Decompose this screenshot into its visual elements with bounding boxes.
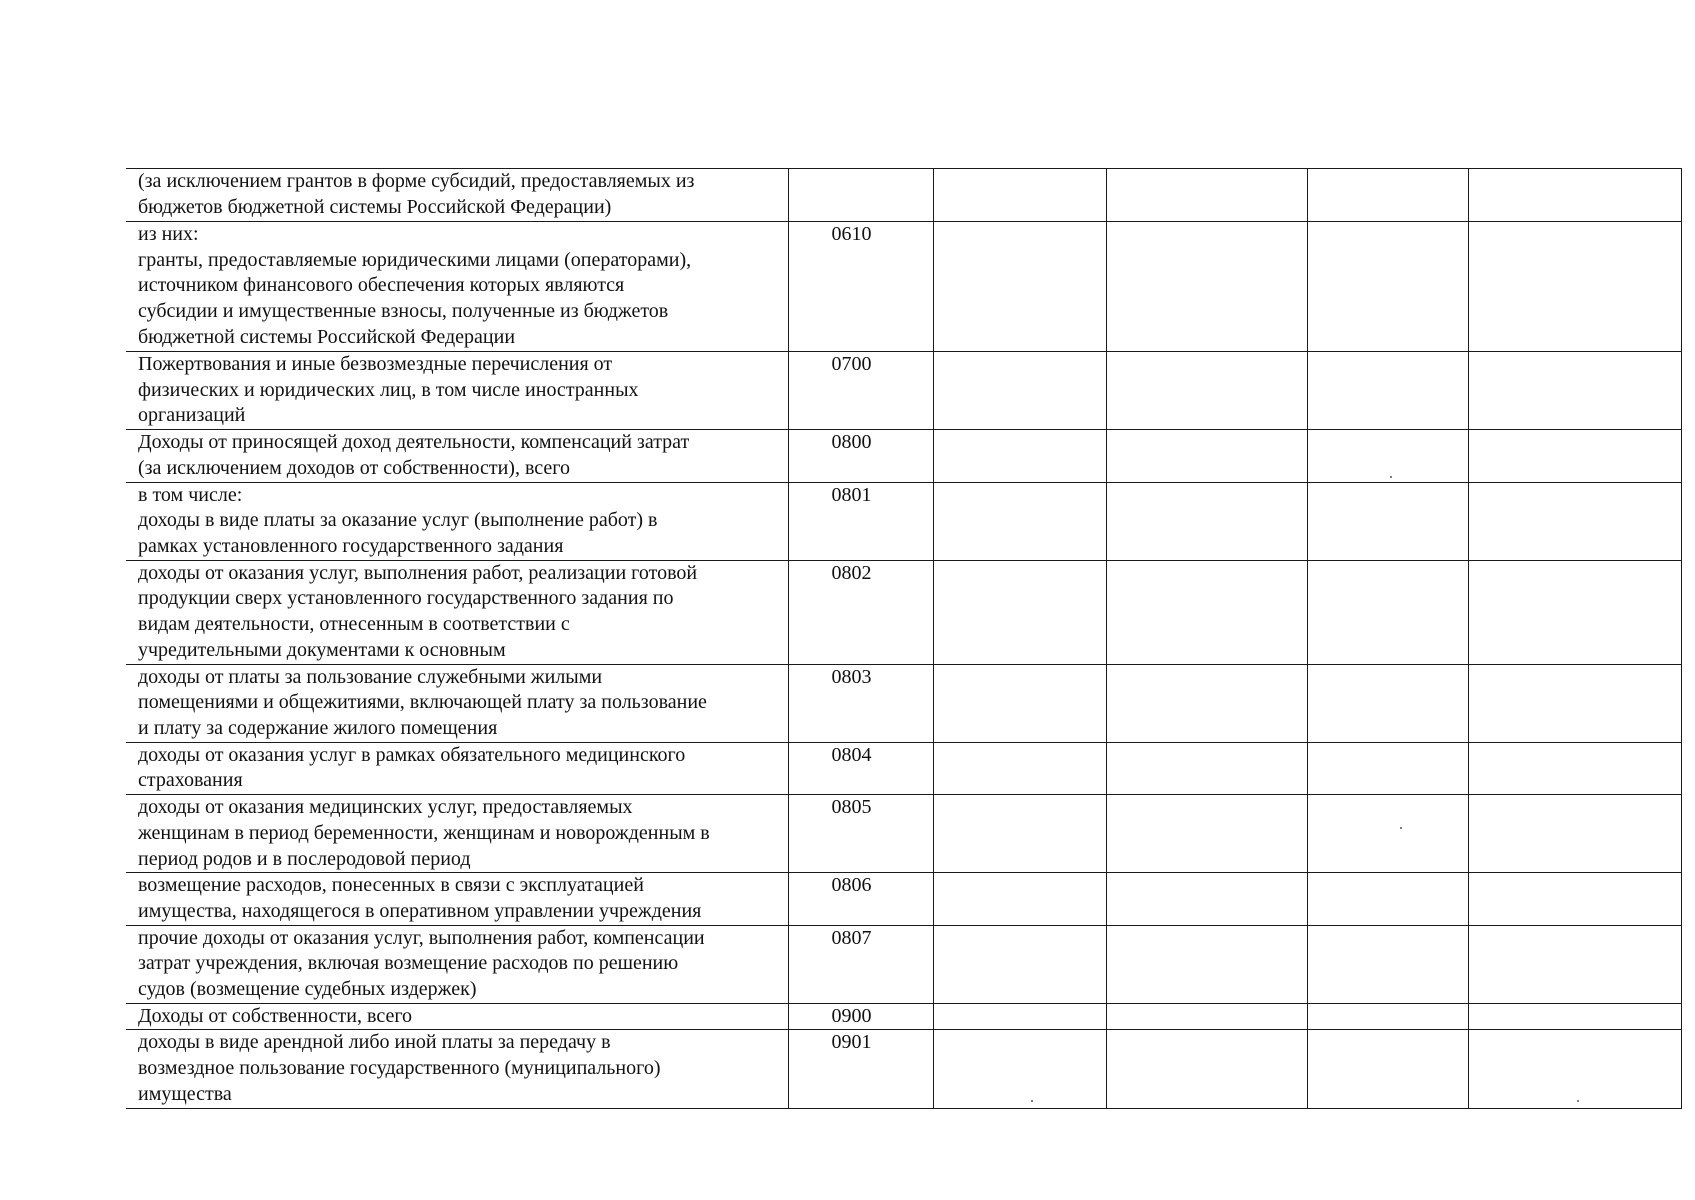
value-cell [1307, 795, 1468, 873]
row-description: (за исключением грантов в форме субсидий, предоставляемых из бюджетов бюджетной системы Российской Федерации) [126, 169, 788, 222]
value-cell [1468, 873, 1681, 925]
value-cell [933, 1030, 1106, 1108]
row-description: в том числе: доходы в виде платы за оказание услуг (выполнение работ) в рамках установленного государственного задания [126, 482, 788, 560]
value-cell [1307, 352, 1468, 430]
value-cell [933, 169, 1106, 222]
row-description: из них: гранты, предоставляемые юридическими лицами (операторами), источником финансового обеспечения которых являются субсидии и имущественные взносы, полученные из бюджетов бюджетной системы Российской Федерации [126, 222, 788, 352]
row-description: доходы от оказания услуг в рамках обязательного медицинского страхования [126, 742, 788, 794]
scan-speck [1031, 1100, 1033, 1102]
value-cell [1468, 169, 1681, 222]
value-cell [933, 664, 1106, 742]
value-cell [1307, 1030, 1468, 1108]
value-cell [1106, 560, 1307, 664]
value-cell [1307, 873, 1468, 925]
value-cell [933, 742, 1106, 794]
value-cell [1106, 352, 1307, 430]
value-cell [1468, 430, 1681, 482]
row-code: 0801 [788, 482, 933, 560]
value-cell [1307, 1003, 1468, 1030]
value-cell [1307, 430, 1468, 482]
scan-speck [1390, 476, 1392, 478]
table-row [126, 742, 1681, 794]
row-description: доходы в виде арендной либо иной платы за передачу в возмездное пользование государственного (муниципального) имущества [126, 1030, 788, 1108]
value-cell [933, 1003, 1106, 1030]
value-cell [1468, 352, 1681, 430]
value-cell [1468, 742, 1681, 794]
value-cell [933, 430, 1106, 482]
value-cell [933, 560, 1106, 664]
row-code: 0806 [788, 873, 933, 925]
table-row [126, 482, 1681, 560]
row-description: Доходы от собственности, всего [126, 1003, 788, 1030]
value-cell [1307, 482, 1468, 560]
row-code: 0700 [788, 352, 933, 430]
value-cell [1106, 873, 1307, 925]
table-row [126, 169, 1681, 222]
value-cell [1307, 742, 1468, 794]
scan-speck [1400, 827, 1402, 829]
row-code [788, 169, 933, 222]
value-cell [1106, 795, 1307, 873]
table-row [126, 795, 1681, 873]
value-cell [1468, 1003, 1681, 1030]
table-row [126, 1030, 1681, 1108]
table-row [126, 664, 1681, 742]
value-cell [1106, 169, 1307, 222]
value-cell [933, 352, 1106, 430]
row-description: возмещение расходов, понесенных в связи с эксплуатацией имущества, находящегося в оперативном управлении учреждения [126, 873, 788, 925]
value-cell [1106, 925, 1307, 1003]
value-cell [1468, 222, 1681, 352]
value-cell [1468, 664, 1681, 742]
value-cell [1106, 1003, 1307, 1030]
value-cell [1468, 482, 1681, 560]
value-cell [1468, 560, 1681, 664]
table-row [126, 1003, 1681, 1030]
row-description: доходы от платы за пользование служебными жилыми помещениями и общежитиями, включающей плату за пользование и плату за содержание жилого помещения [126, 664, 788, 742]
value-cell [933, 873, 1106, 925]
value-cell [933, 795, 1106, 873]
row-code: 0804 [788, 742, 933, 794]
value-cell [1307, 222, 1468, 352]
row-code: 0900 [788, 1003, 933, 1030]
row-description: Доходы от приносящей доход деятельности, компенсаций затрат (за исключением доходов от собственности), всего [126, 430, 788, 482]
row-code: 0901 [788, 1030, 933, 1108]
table-row [126, 222, 1681, 352]
row-code: 0805 [788, 795, 933, 873]
value-cell [1468, 795, 1681, 873]
value-cell [1106, 430, 1307, 482]
value-cell [933, 482, 1106, 560]
scan-speck [1577, 1100, 1579, 1102]
row-code: 0803 [788, 664, 933, 742]
value-cell [1307, 664, 1468, 742]
value-cell [933, 222, 1106, 352]
row-description: доходы от оказания медицинских услуг, предоставляемых женщинам в период беременности, женщинам и новорожденным в период родов и в послеродовой период [126, 795, 788, 873]
row-description: доходы от оказания услуг, выполнения работ, реализации готовой продукции сверх установленного государственного задания по видам деятельности, отнесенным в соответствии с учредительными документами к основным [126, 560, 788, 664]
value-cell [1106, 1030, 1307, 1108]
value-cell [1307, 560, 1468, 664]
row-description: прочие доходы от оказания услуг, выполнения работ, компенсации затрат учреждения, включая возмещение расходов по решению судов (возмещение судебных издержек) [126, 925, 788, 1003]
value-cell [1307, 169, 1468, 222]
row-code: 0800 [788, 430, 933, 482]
table-row [126, 352, 1681, 430]
table-row [126, 925, 1681, 1003]
value-cell [1106, 742, 1307, 794]
table-row [126, 873, 1681, 925]
row-code: 0802 [788, 560, 933, 664]
value-cell [1106, 482, 1307, 560]
value-cell [933, 925, 1106, 1003]
value-cell [1106, 222, 1307, 352]
row-code: 0807 [788, 925, 933, 1003]
value-cell [1307, 925, 1468, 1003]
row-description: Пожертвования и иные безвозмездные перечисления от физических и юридических лиц, в том числе иностранных организаций [126, 352, 788, 430]
table-row [126, 560, 1681, 664]
table-row [126, 430, 1681, 482]
row-code: 0610 [788, 222, 933, 352]
value-cell [1106, 664, 1307, 742]
value-cell [1468, 1030, 1681, 1108]
income-report-table [126, 168, 1682, 1109]
value-cell [1468, 925, 1681, 1003]
